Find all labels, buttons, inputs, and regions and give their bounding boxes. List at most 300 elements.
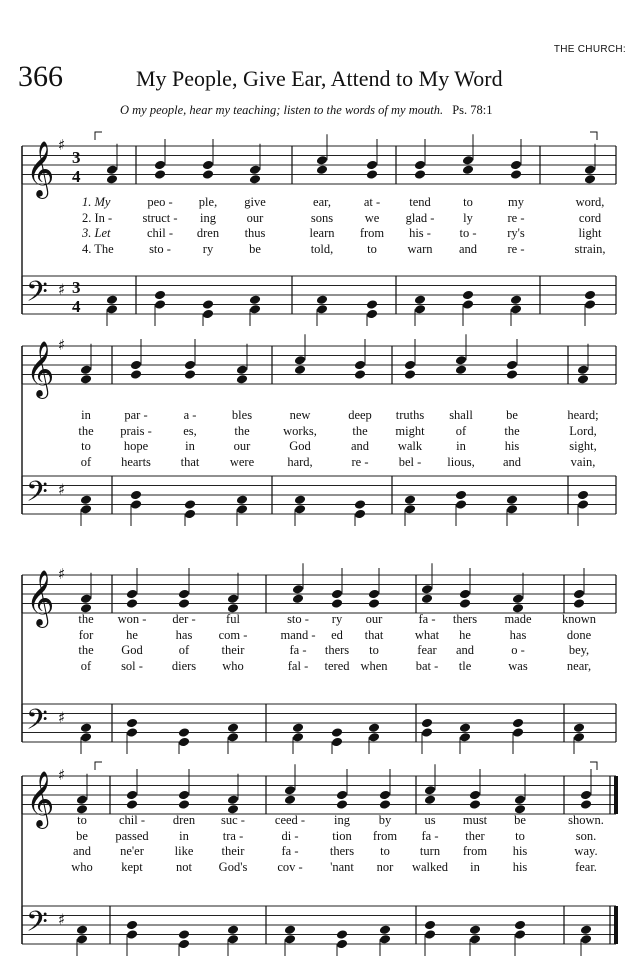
lyric-syllable: dren [196,226,220,240]
lyric-syllable: God [289,439,311,453]
note-head [354,509,366,520]
key-sharp-icon: ♯ [58,280,66,299]
note-head [227,722,239,733]
lyric-syllable: done [566,627,592,642]
lyric-syllable: ing [334,813,350,827]
lyric-syllable: tend [409,195,431,209]
lyric-syllable: o - [511,643,525,657]
lyric-line [0,628,640,644]
lyric-syllable: deep [348,408,372,422]
lyric-syllable: the [234,423,250,438]
note-head [154,299,166,310]
lyric-syllable: diers [171,658,197,673]
lyric-line [0,612,640,628]
note-head [76,924,88,935]
note-head [577,499,589,510]
lyric-syllable: thers [452,612,478,626]
note-head [106,304,118,315]
note-head [354,369,366,380]
note-head [249,174,261,185]
note-head [404,369,416,380]
lyric-syllable: walked [411,859,449,874]
lyric-syllable: their [221,643,245,657]
note-head [316,164,328,175]
lyric-syllable: ceed - [274,813,306,827]
note-head [462,155,474,166]
lyric-syllable: from [372,828,398,843]
note-head [130,499,142,510]
key-sharp-icon: ♯ [58,910,66,929]
note-head [126,589,138,600]
lyric-syllable: cov - [277,859,303,874]
lyric-line [0,424,640,440]
lyric-syllable: struct - [142,210,178,225]
note-head [80,494,92,505]
note-head [469,924,481,935]
note-head [80,593,92,604]
scripture-epigraph [120,103,493,118]
section-header: THE CHURCH: [553,44,626,55]
lyric-syllable: bel - [398,454,422,469]
lyric-syllable: that [364,627,384,642]
note-head [424,920,436,931]
lyric-syllable: 4. The [82,241,114,256]
lyric-syllable: be [76,828,88,843]
lyric-line [0,226,640,242]
note-head [202,169,214,180]
note-head [184,369,196,380]
lyric-syllable: peo - [147,195,173,209]
lyric-syllable: his [512,844,528,858]
lyric-syllable: 'nant [330,859,354,874]
lyric-syllable: fa - [281,844,299,858]
note-head [462,290,474,301]
lyric-line [0,860,640,876]
lyric-syllable: glad - [405,210,435,225]
lyric-syllable: ry [202,241,214,256]
lyric-syllable: prais - [120,423,152,438]
note-head [316,294,328,305]
note-head [421,727,433,738]
lyric-syllable: might [395,423,425,438]
lyric-syllable: give [244,195,266,209]
lyric-syllable: tion [332,828,352,843]
note-head [421,584,433,595]
note-head [379,924,391,935]
lyric-syllable: new [289,408,311,422]
lyric-syllable: nor [376,859,394,874]
note-head [580,799,592,810]
lyric-syllable: bey, [568,643,590,657]
lyric-syllable: re - [507,210,525,225]
note-head [455,499,467,510]
lyric-syllable: 2. In - [82,210,113,225]
note-head [126,718,138,729]
bass-clef-icon: 𝄢 [26,905,48,946]
note-head [178,939,190,950]
lyrics-block [0,408,640,470]
note-head [316,155,328,166]
note-head [236,374,248,385]
note-head [414,294,426,305]
lyric-syllable: ear, [313,195,331,209]
lyric-syllable: of [455,423,467,438]
note-head [331,727,343,738]
lyric-line [0,211,640,227]
lyric-syllable: the [352,423,368,438]
note-head [577,374,589,385]
lyric-syllable: God's [218,859,248,874]
note-head [354,360,366,371]
note-head [80,374,92,385]
key-sharp-icon: ♯ [58,480,66,499]
lyric-syllable: a - [183,408,197,422]
hymn-title: My People, Give Ear, Attend to My Word [136,66,503,91]
lyric-syllable: to [369,643,379,657]
lyric-syllable: way. [574,844,598,858]
note-head [106,294,118,305]
note-head [368,598,380,609]
note-head [249,164,261,175]
lyric-syllable: heard; [567,408,599,422]
lyric-syllable: and [455,643,475,657]
note-head [573,732,585,743]
lyric-syllable: and [458,241,478,256]
lyric-syllable: fa - [289,643,307,657]
note-head [126,799,138,810]
phrase-mark [590,762,597,770]
note-head [512,727,524,738]
note-head [130,360,142,371]
lyric-syllable: when [360,658,388,673]
lyric-syllable: has [175,627,193,642]
lyric-syllable: told, [310,241,334,256]
lyric-line [0,643,640,659]
lyric-syllable: in [185,439,195,453]
lyric-syllable: in [179,828,189,843]
lyric-syllable: our [246,210,264,225]
lyric-syllable: thus [244,226,266,240]
lyric-line [0,659,640,675]
note-head [126,929,138,940]
note-head [184,499,196,510]
lyric-syllable: to [77,813,87,827]
note-head [421,593,433,604]
time-signature-bottom: 4 [72,167,81,187]
note-head [336,790,348,801]
time-signature-top: 3 [72,148,81,168]
note-head [126,790,138,801]
lyric-syllable: God [121,643,143,657]
note-head [462,164,474,175]
note-head [421,718,433,729]
note-head [584,164,596,175]
note-head [154,169,166,180]
lyric-syllable: light [578,226,602,240]
lyric-syllable: our [365,612,383,626]
note-head [424,785,436,796]
lyric-syllable: by [378,813,392,827]
lyric-line [0,844,640,860]
note-head [510,304,522,315]
lyric-syllable: like [174,844,194,858]
note-head [130,369,142,380]
note-head [202,309,214,320]
lyric-syllable: and [502,454,522,469]
lyric-syllable: suc - [221,813,245,827]
note-head [126,727,138,738]
lyric-syllable: fear. [575,859,597,874]
lyric-syllable: works, [283,423,317,438]
note-head [379,799,391,810]
note-head [459,732,471,743]
lyric-syllable: fa - [418,612,436,626]
note-head [506,494,518,505]
bass-clef-icon: 𝄢 [26,275,48,316]
note-head [80,504,92,515]
lyric-syllable: who [222,658,244,673]
note-head [424,929,436,940]
note-head [514,920,526,931]
lyric-syllable: that [180,454,200,469]
note-head [76,934,88,945]
note-head [178,799,190,810]
lyric-syllable: par - [124,408,148,422]
lyric-syllable: ly [463,210,473,225]
lyric-syllable: near, [566,658,592,673]
note-head [573,589,585,600]
lyric-syllable: walk [397,439,423,453]
lyric-syllable: 3. Let [82,226,111,240]
lyric-syllable: shown. [568,813,604,827]
note-head [227,934,239,945]
note-head [236,504,248,515]
key-sharp-icon: ♯ [58,136,66,154]
key-sharp-icon: ♯ [58,708,66,727]
note-head [316,304,328,315]
note-head [80,722,92,733]
note-head [154,290,166,301]
note-head [510,294,522,305]
lyric-syllable: tle [458,658,472,673]
lyric-syllable: tra - [222,828,244,843]
note-head [130,490,142,501]
lyric-syllable: the [78,423,94,438]
bass-clef-icon: 𝄢 [26,703,48,744]
lyric-syllable: to - [459,226,477,240]
bass-clef-icon: 𝄢 [26,475,48,516]
lyrics-block [0,612,640,674]
note-head [331,737,343,748]
phrase-mark [590,132,597,140]
lyric-syllable: dren [172,813,196,827]
note-head [514,794,526,805]
lyric-syllable: der - [172,612,196,626]
key-sharp-icon: ♯ [58,336,66,354]
lyric-syllable: fal - [287,658,309,673]
lyric-syllable: son. [575,828,597,843]
note-head [506,369,518,380]
lyric-syllable: word, [575,195,605,209]
lyrics-block [0,813,640,875]
note-head [284,794,296,805]
lyric-syllable: lious, [447,454,475,469]
lyric-syllable: he [459,627,471,642]
lyrics-block [0,195,640,257]
lyric-syllable: turn [419,844,441,858]
lyric-syllable: ed [331,627,343,642]
lyric-syllable: the [78,643,94,657]
note-head [462,299,474,310]
lyric-syllable: shall [449,408,473,422]
lyric-syllable: in [81,408,91,422]
lyric-syllable: to [81,439,91,453]
note-head [294,355,306,366]
lyric-syllable: be [506,408,518,422]
lyric-syllable: tered [324,658,350,673]
note-head [294,494,306,505]
note-head [106,174,118,185]
note-head [284,934,296,945]
lyric-syllable: truths [395,408,425,422]
note-head [236,364,248,375]
treble-clef-icon: 𝄞 [26,569,55,626]
note-head [368,722,380,733]
lyric-syllable: we [364,210,380,225]
note-head [80,364,92,375]
note-head [249,294,261,305]
lyric-syllable: known [561,612,597,626]
lyric-syllable: to [515,828,525,843]
lyric-syllable: and [72,844,92,858]
lyric-syllable: sto - [287,612,309,626]
lyric-syllable: won - [117,612,147,626]
epigraph-text: O my people, hear my teaching; listen to the words of my mouth. [120,103,444,117]
note-head [512,593,524,604]
note-head [414,304,426,315]
note-head [577,490,589,501]
note-head [178,589,190,600]
lyric-syllable: in [456,439,466,453]
lyric-syllable: hearts [121,454,151,469]
note-head [455,355,467,366]
lyric-syllable: cord [578,210,602,225]
lyric-syllable: re - [507,241,525,256]
treble-clef-icon: 𝄞 [26,340,55,397]
lyric-syllable: sto - [149,241,171,256]
lyric-syllable: ther [465,828,485,843]
lyric-syllable: to [380,844,390,858]
lyric-syllable: ing [200,210,216,225]
lyric-syllable: chil - [146,226,174,240]
lyric-line [0,242,640,258]
note-head [404,360,416,371]
note-head [292,584,304,595]
note-head [580,924,592,935]
lyric-syllable: di - [281,828,299,843]
note-head [584,290,596,301]
note-head [366,169,378,180]
lyric-syllable: ry [331,612,343,626]
note-head [284,785,296,796]
lyric-syllable: fa - [421,828,439,843]
note-head [404,504,416,515]
lyric-syllable: us [424,813,436,827]
lyric-syllable: of [178,643,190,657]
lyric-syllable: kept [121,859,143,874]
note-head [236,494,248,505]
hymn-number: 366 [18,60,63,93]
note-head [368,589,380,600]
lyric-syllable: what [414,627,440,642]
lyric-syllable: at - [363,195,381,209]
lyric-syllable: ne'er [120,844,144,858]
note-head [178,598,190,609]
lyric-syllable: be [249,241,261,256]
note-head [573,598,585,609]
phrase-mark [95,132,102,140]
lyric-syllable: ry's [507,226,525,240]
lyric-syllable: re - [351,454,369,469]
lyric-syllable: ple, [198,195,218,209]
note-head [227,924,239,935]
lyric-syllable: sight, [569,439,597,453]
lyric-syllable: he [126,627,138,642]
lyric-syllable: chil - [118,813,146,827]
lyric-syllable: warn [407,241,433,256]
note-head [336,799,348,810]
note-head [455,364,467,375]
note-head [469,790,481,801]
note-head [580,934,592,945]
lyric-syllable: be [514,813,526,827]
treble-clef-icon: 𝄞 [26,770,55,827]
lyric-syllable: were [229,454,255,469]
lyric-line [0,455,640,471]
lyric-syllable: has [509,627,527,642]
lyric-syllable: in [470,859,480,874]
note-head [584,174,596,185]
note-head [379,934,391,945]
note-head [366,299,378,310]
lyric-syllable: to [463,195,473,209]
lyric-syllable: hope [123,439,149,453]
note-head [331,598,343,609]
lyric-syllable: from [359,226,385,240]
treble-clef-icon: 𝄞 [26,140,55,197]
lyric-syllable: com - [218,627,248,642]
lyric-syllable: ful [226,612,240,626]
lyric-syllable: es, [183,423,197,438]
lyric-syllable: Lord, [569,423,597,438]
note-head [126,598,138,609]
note-head [292,722,304,733]
note-head [455,490,467,501]
lyric-syllable: made [504,612,532,626]
lyric-syllable: passed [115,828,149,843]
lyric-syllable: sons [310,210,334,225]
note-head [573,722,585,733]
lyric-syllable: who [71,859,93,874]
lyric-syllable: must [462,813,488,827]
note-head [424,794,436,805]
note-head [178,727,190,738]
lyric-syllable: learn [309,226,335,240]
lyric-syllable: the [504,423,520,438]
note-head [294,504,306,515]
lyric-syllable: of [80,658,92,673]
note-head [404,494,416,505]
